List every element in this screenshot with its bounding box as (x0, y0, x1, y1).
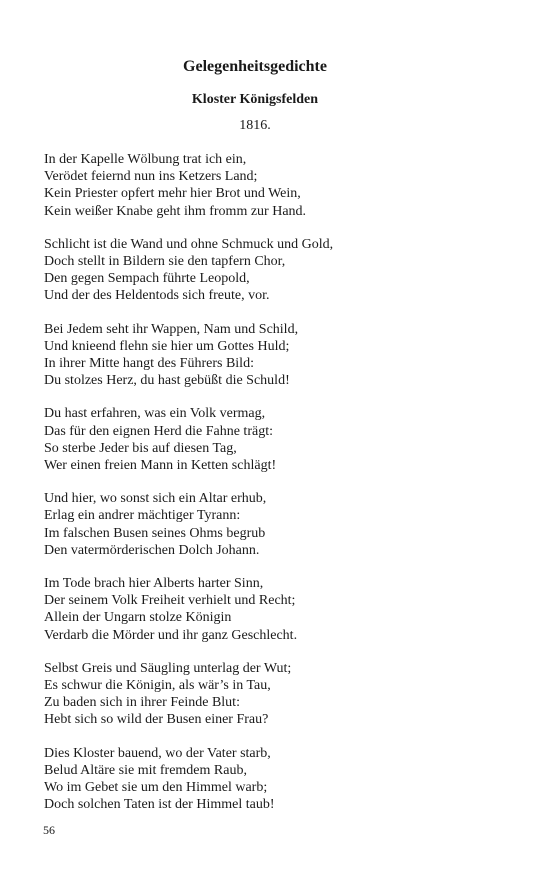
poem-line: Den vatermörderischen Dolch Johann. (44, 542, 260, 558)
page-number: 56 (43, 823, 55, 837)
poem-line: Selbst Greis und Säugling unterlag der Wut; (44, 660, 292, 676)
poem-line: Schlicht ist die Wand und ohne Schmuck und Gold, (44, 236, 334, 252)
poem-line: Doch solchen Taten ist der Himmel taub! (44, 797, 275, 813)
stanza-6 (44, 575, 514, 644)
stanza-5 (44, 490, 514, 559)
poem-line: Kein weißer Knabe geht ihm fromm zur Hand. (44, 203, 307, 219)
poem-line: Kein Priester opfert mehr hier Brot und Wein, (44, 186, 301, 202)
poem-line: Du stolzes Herz, du hast gebüßt die Schuld! (44, 373, 290, 389)
poem-line: Wo im Gebet sie um den Himmel warb; (44, 780, 268, 796)
poem-line: Den gegen Sempach führte Leopold, (44, 271, 250, 287)
poem-line: Wer einen freien Mann in Ketten schlägt! (44, 458, 277, 474)
poem-line: Dies Kloster bauend, wo der Vater starb, (44, 745, 271, 761)
poem-line: Du hast erfahren, was ein Volk vermag, (44, 406, 266, 422)
poem-line: Verödet feiernd nun ins Ketzers Land; (44, 169, 258, 185)
poem-line: Der seinem Volk Freiheit verhielt und Recht; (44, 593, 296, 609)
poem-line: In ihrer Mitte hangt des Führers Bild: (44, 356, 254, 372)
poem-line: Verdarb die Mörder und ihr ganz Geschlecht. (44, 627, 298, 643)
poem-line: Erlag ein andrer mächtiger Tyrann: (44, 508, 241, 524)
stanza-4 (44, 405, 514, 474)
poem-line: Im Tode brach hier Alberts harter Sinn, (44, 576, 264, 592)
poem-line: Allein der Ungarn stolze Königin (44, 610, 232, 626)
stanza-2 (44, 236, 514, 305)
poem-line: Es schwur die Königin, als wär’s in Tau, (44, 678, 271, 694)
poem-line: Bei Jedem seht ihr Wappen, Nam und Schild, (44, 321, 299, 337)
poem-line: Belud Altäre sie mit fremdem Raub, (44, 762, 247, 778)
stanza-3 (44, 321, 514, 390)
poem-line: Und knieend flehn sie hier um Gottes Huld; (44, 338, 290, 354)
section-title: Gelegenheitsgedichte (183, 58, 327, 75)
poem-body (44, 151, 514, 814)
poem-line: Und der des Heldentods sich freute, vor. (44, 288, 270, 304)
poem-line: In der Kapelle Wölbung trat ich ein, (44, 152, 247, 167)
stanza-7 (44, 660, 514, 729)
poem-title: Kloster Königsfelden (191, 92, 319, 107)
poem-line: Und hier, wo sonst sich ein Altar erhub, (44, 491, 267, 507)
poem-line: Im falschen Busen seines Ohms begrub (44, 525, 266, 541)
poem-line: Zu baden sich in ihrer Feinde Blut: (44, 695, 240, 711)
stanza-8 (44, 745, 514, 814)
poem-line: Hebt sich so wild der Busen einer Frau? (44, 712, 269, 728)
poem-line: So sterbe Jeder bis auf diesen Tag, (44, 440, 237, 456)
poem-line: Doch stellt in Bildern sie den tapfern Chor, (44, 254, 286, 270)
stanza-1 (44, 151, 514, 220)
poem-year: 1816. (239, 118, 271, 133)
poem-line: Das für den eignen Herd die Fahne trägt: (44, 423, 273, 439)
